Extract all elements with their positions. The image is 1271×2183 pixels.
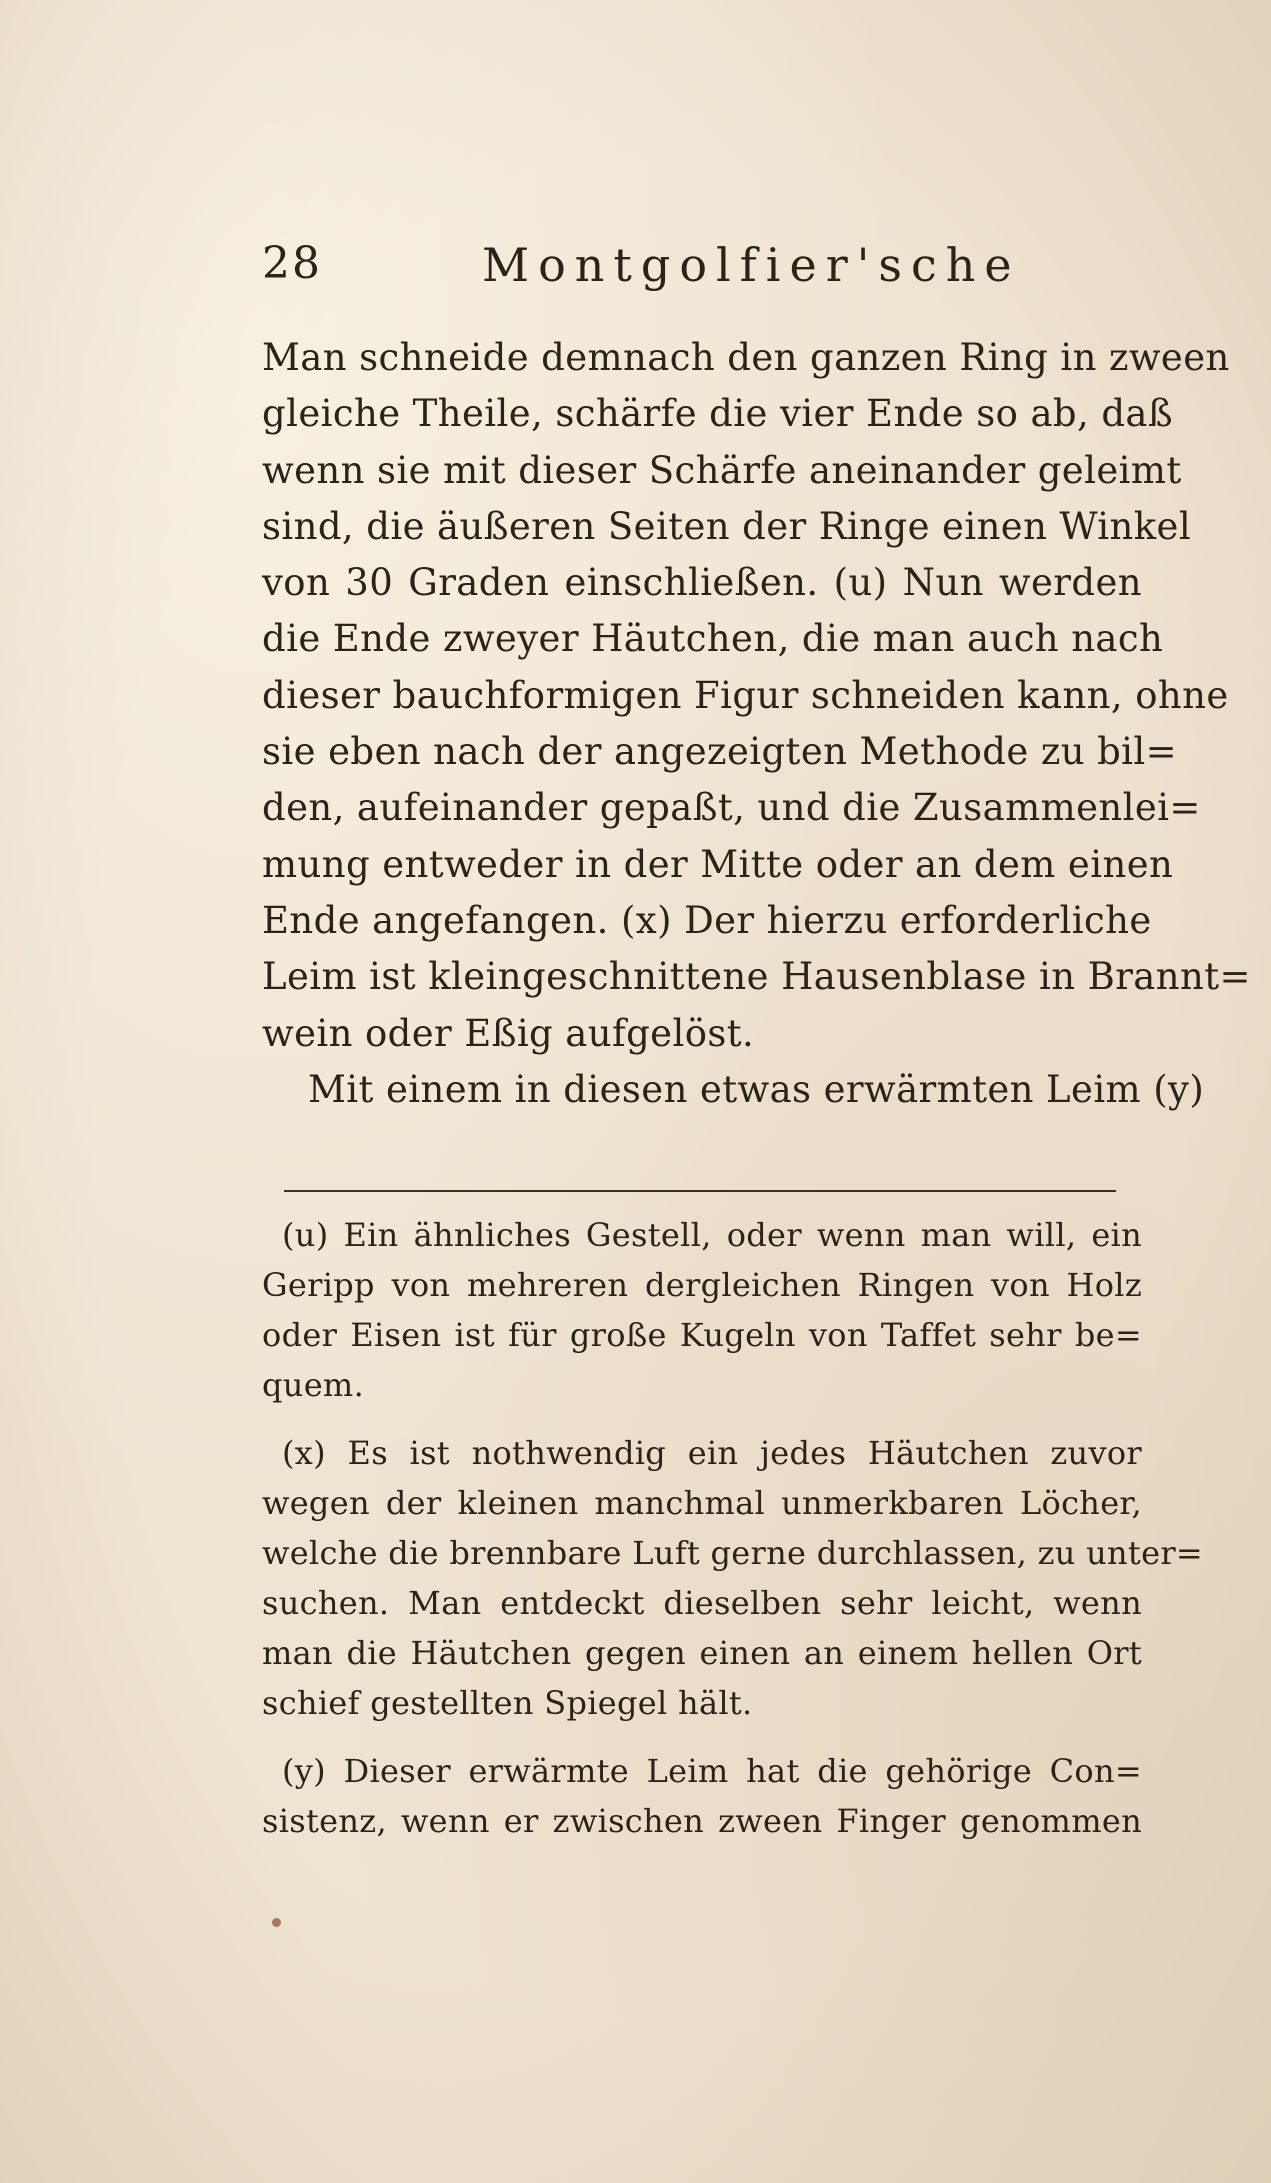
footnote-line: (x) Es ist nothwendig ein jedes Häutchen zuvor (282, 1434, 1142, 1472)
text-line: von 30 Graden einschließen. (u) Nun werden (262, 561, 1142, 605)
page-header (262, 238, 1021, 308)
main-text-block (262, 330, 1251, 1118)
text-line: dieser bauchformigen Figur schneiden kann, ohne (262, 673, 1229, 717)
text-line: sie eben nach der angezeigten Methode zu bil= (262, 730, 1178, 774)
text-line: die Ende zweyer Häutchen, die man auch nach (262, 617, 1164, 661)
text-line: den, aufeinander gepaßt, und die Zusammenlei= (262, 786, 1201, 830)
footnote-line: wegen der kleinen manchmal unmerkbaren Löcher, (262, 1484, 1142, 1522)
footnote-line: suchen. Man entdeckt dieselben sehr leicht, wenn (262, 1584, 1142, 1622)
continuation-line: Mit einem in diesen etwas erwärmten Leim (y) (308, 1067, 1205, 1111)
footnote-line: oder Eisen ist für große Kugeln von Taffet sehr be= (262, 1316, 1142, 1354)
footnote-line: man die Häutchen gegen einen an einem hellen Ort (262, 1634, 1142, 1672)
footnote-line: schief gestellten Spiegel hält. (262, 1684, 753, 1722)
footnote-separator-rule (284, 1190, 1116, 1192)
footnote-u (262, 1210, 1142, 1410)
text-line: gleiche Theile, schärfe die vier Ende so ab, daß (262, 392, 1173, 436)
footnote-line: sistenz, wenn er zwischen zween Finger genommen (262, 1802, 1142, 1840)
text-line: Leim ist kleingeschnittene Hausenblase in Brannt= (262, 955, 1251, 999)
footnote-line: (y) Dieser erwärmte Leim hat die gehörige Con= (282, 1752, 1142, 1790)
footnotes (262, 1210, 1204, 1864)
page-number: 28 (262, 238, 322, 289)
footnote-line: (u) Ein ähnliches Gestell, oder wenn man will, ein (282, 1216, 1142, 1254)
running-title: Montgolfier'sche (482, 238, 1021, 292)
paper-stain (272, 1918, 281, 1927)
footnote-line: Geripp von mehreren dergleichen Ringen von Holz (262, 1266, 1142, 1304)
text-line: wein oder Eßig aufgelöst. (262, 1011, 755, 1055)
footnote-x (262, 1428, 1204, 1728)
text-line: Man schneide demnach den ganzen Ring in zween (262, 336, 1230, 379)
text-line: sind, die äußeren Seiten der Ringe einen Winkel (262, 504, 1192, 548)
footnote-line: quem. (262, 1366, 365, 1404)
footnote-y (262, 1746, 1142, 1846)
footnote-line: welche die brennbare Luft gerne durchlassen, zu unter= (262, 1534, 1204, 1572)
text-line: mung entweder in der Mitte oder an dem einen (262, 842, 1174, 886)
text-line: wenn sie mit dieser Schärfe aneinander geleimt (262, 448, 1182, 492)
text-line: Ende angefangen. (x) Der hierzu erforderliche (262, 898, 1152, 942)
